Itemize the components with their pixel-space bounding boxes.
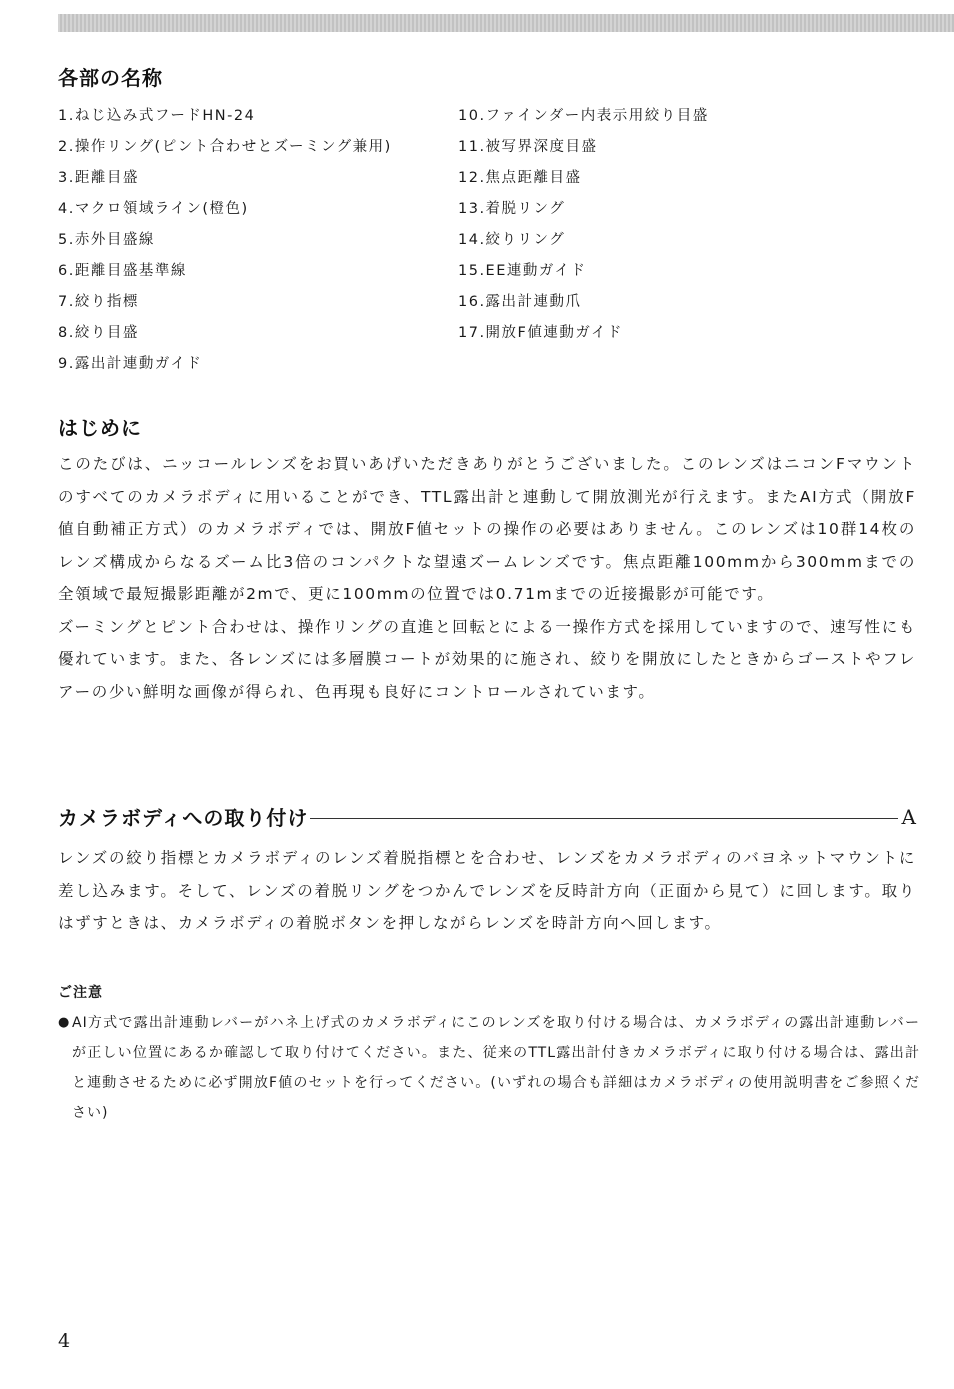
part-item: 1.ねじ込み式フードHN-24	[58, 108, 256, 124]
part-item: 10.ファインダー内表示用絞り目盛	[458, 108, 709, 124]
part-item: 15.EE連動ガイド	[458, 263, 587, 279]
mount-section-heading	[58, 802, 916, 831]
part-item: 11.被写界深度目盛	[458, 139, 598, 155]
intro-paragraph: ズーミングとピント合わせは、操作リングの直進と回転とによる一操作方式を採用していますので、速写性にも優れています。また、各レンズには多層膜コートが効果的に施され、絞りを開放にしたときからゴーストやフレアーの少い鮮明な画像が得られ、色再現も良好にコントロールされています。	[58, 617, 916, 701]
part-item: 6.距離目盛基準線	[58, 263, 187, 279]
parts-list-left	[58, 104, 458, 383]
mount-body	[58, 842, 916, 940]
parts-list	[58, 104, 920, 383]
part-item: 5.赤外目盛線	[58, 232, 155, 248]
part-item: 12.焦点距離目盛	[458, 170, 582, 186]
mount-paragraph: レンズの絞り指標とカメラボディのレンズ着脱指標とを合わせ、レンズをカメラボディのバヨネットマウントに差し込みます。そして、レンズの着脱リングをつかんでレンズを反時計方向（正面から見て）に回します。取りはずすときは、カメラボディの着脱ボタンを押しながらレンズを時計方向へ回します。	[58, 849, 916, 932]
heading-rule	[310, 818, 897, 819]
intro-paragraph: このたびは、ニッコールレンズをお買いあげいただきありがとうございました。このレンズはニコンFマウントのすべてのカメラボディに用いることができ、TTL露出計と連動して開放測光が行えます。またAI方式（開放F値自動補正方式）のカメラボディでは、開放F値セットの操作の必要はありません。このレンズは10群14枚のレンズ構成からなるズーム比3倍のコンパクトな望遠ズームレンズです。焦点距離100mmから300mmまでの全領域で最短撮影距離が2mで、更に100mmの位置では0.71mまでの近接撮影が可能です。	[58, 455, 916, 603]
intro-section-title: はじめに	[58, 416, 142, 440]
parts-section-title: 各部の名称	[58, 66, 163, 90]
figure-reference: A	[901, 804, 916, 829]
parts-list-right	[458, 104, 878, 383]
part-item: 17.開放F値連動ガイド	[458, 325, 623, 341]
page-number: 4	[58, 1330, 71, 1352]
bullet-icon: ●	[58, 1015, 71, 1030]
part-item: 2.操作リング(ピント合わせとズーミング兼用)	[58, 139, 392, 155]
note-text: AI方式で露出計連動レバーがハネ上げ式のカメラボディにこのレンズを取り付ける場合は、カメラボディの露出計連動レバーが正しい位置にあるか確認して取り付けてください。また、従来のTTL露出計付きカメラボディに取り付ける場合は、露出計と連動させるために必ず開放F値のセットを行ってください。(いずれの場合も詳細はカメラボディの使用説明書をご参照ください)	[72, 1015, 920, 1121]
part-item: 9.露出計連動ガイド	[58, 356, 203, 372]
part-item: 4.マクロ領域ライン(橙色)	[58, 201, 249, 217]
mount-section-title: カメラボディへの取り付け	[58, 806, 309, 830]
part-item: 7.絞り指標	[58, 294, 139, 310]
top-header-band	[58, 14, 954, 32]
part-item: 16.露出計連動爪	[458, 294, 582, 310]
part-item: 8.絞り目盛	[58, 325, 139, 341]
intro-body	[58, 448, 916, 708]
note-title: ご注意	[58, 985, 103, 1001]
part-item: 13.着脱リング	[458, 201, 566, 217]
part-item: 14.絞りリング	[458, 232, 566, 248]
note-item	[58, 1008, 920, 1128]
part-item: 3.距離目盛	[58, 170, 139, 186]
